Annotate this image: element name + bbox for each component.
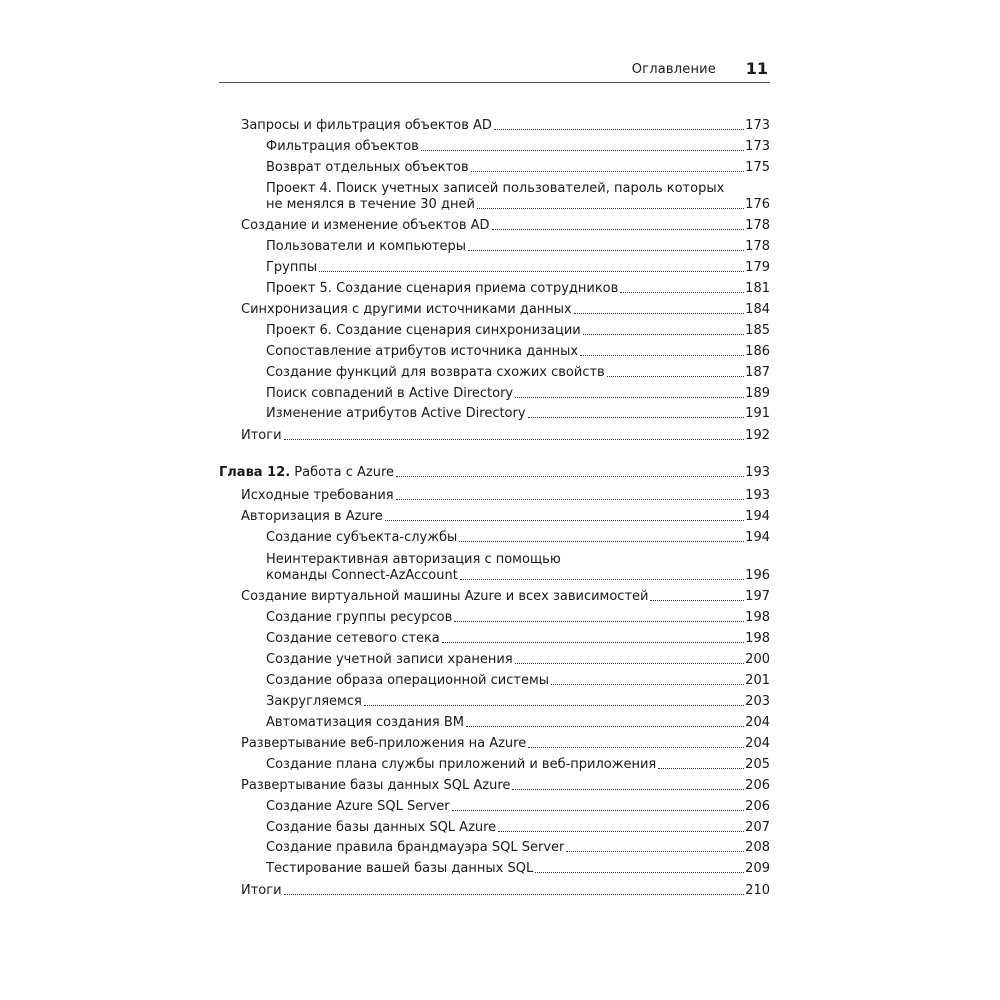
toc-entry[interactable]: [266, 181, 770, 213]
toc-entry[interactable]: [266, 673, 770, 689]
toc-entry[interactable]: [266, 530, 770, 546]
toc-entry-title: Пользователи и компьютеры: [266, 239, 467, 254]
toc-entry-page: 173: [745, 139, 770, 154]
toc-entry-title: Проект 5. Создание сценария приема сотрудников: [266, 281, 619, 296]
toc-entry-title-line: Неинтерактивная авторизация с помощью: [266, 552, 561, 567]
toc-entry[interactable]: [266, 631, 770, 647]
dot-leader: [515, 663, 744, 664]
toc-entry-title: Развертывание базы данных SQL Azure: [241, 778, 511, 793]
toc-entry-title: Группы: [266, 260, 318, 275]
toc-entry[interactable]: [266, 757, 770, 773]
toc-entry-title: Поиск совпадений в Active Directory: [266, 386, 514, 401]
toc-entry-page: 178: [745, 218, 770, 233]
toc-entry-title: Изменение атрибутов Active Directory: [266, 406, 526, 421]
toc-entry-title: Автоматизация создания ВМ: [266, 715, 465, 730]
toc-entry-title-line: Проект 4. Поиск учетных записей пользователей, пароль которых: [266, 181, 725, 196]
toc-entry-page: 204: [745, 715, 770, 730]
dot-leader: [512, 789, 744, 790]
toc-entry[interactable]: [266, 160, 770, 176]
toc-entry-title: не менялся в течение 30 дней: [266, 197, 475, 212]
toc-entry[interactable]: [266, 610, 770, 626]
toc-entry-page: 178: [745, 239, 770, 254]
dot-leader: [421, 150, 744, 151]
toc-entry-page: 203: [745, 694, 770, 709]
dot-leader: [650, 600, 744, 601]
toc-entry-title: Создание правила брандмауэра SQL Server: [266, 840, 565, 855]
toc-entry-title: Закругляемся: [266, 694, 362, 709]
toc-entry-title: Создание Azure SQL Server: [266, 799, 450, 814]
dot-leader: [460, 579, 744, 580]
dot-leader: [566, 851, 744, 852]
dot-leader: [454, 621, 744, 622]
toc-entry-title: Развертывание веб-приложения на Azure: [241, 736, 527, 751]
dot-leader: [607, 376, 744, 377]
toc-entry-title: Создание субъекта-службы: [266, 530, 458, 545]
toc-entry-page: 181: [745, 281, 770, 296]
toc-entry[interactable]: [266, 365, 770, 381]
toc-entry-page: 173: [745, 118, 770, 133]
toc-entry-page: 197: [745, 589, 770, 604]
header-page-number: 11: [745, 59, 768, 78]
toc-entry-page: 201: [745, 673, 770, 688]
toc-entry[interactable]: [266, 820, 770, 836]
toc-entry-page: 186: [745, 344, 770, 359]
toc-entry-title: Сопоставление атрибутов источника данных: [266, 344, 579, 359]
toc-entry-title: Синхронизация с другими источниками данных: [241, 302, 572, 317]
dot-leader: [442, 642, 744, 643]
toc-entry-page: 198: [745, 631, 770, 646]
dot-leader: [515, 397, 744, 398]
toc-entry-page: 210: [745, 883, 770, 898]
toc-entry-page: 207: [745, 820, 770, 835]
dot-leader: [498, 831, 744, 832]
toc-entry[interactable]: [241, 736, 770, 752]
toc-entry-title: Создание и изменение объектов AD: [241, 218, 490, 233]
dot-leader: [574, 313, 744, 314]
toc-entry-title: Создание плана службы приложений и веб-приложения: [266, 757, 657, 772]
toc-entry[interactable]: [266, 861, 770, 877]
dot-leader: [583, 334, 744, 335]
toc-entry-page: 185: [745, 323, 770, 338]
toc-chapter-entry[interactable]: [219, 465, 770, 481]
toc-entry-title: Создание образа операционной системы: [266, 673, 550, 688]
toc-entry-title: Создание учетной записи хранения: [266, 652, 513, 667]
toc-entry-title: Итоги: [241, 883, 282, 898]
toc-entry[interactable]: [241, 302, 770, 318]
toc-entry[interactable]: [266, 799, 770, 815]
toc-entry[interactable]: [241, 218, 770, 234]
toc-entry[interactable]: [241, 118, 770, 134]
dot-leader: [396, 499, 745, 500]
dot-leader: [528, 417, 745, 418]
dot-leader: [459, 541, 744, 542]
toc-entry[interactable]: [266, 344, 770, 360]
dot-leader: [364, 705, 744, 706]
toc-entry-page: 206: [745, 778, 770, 793]
toc-entry-title: Создание сетевого стека: [266, 631, 440, 646]
toc-entry[interactable]: [241, 488, 770, 504]
toc-entry[interactable]: [266, 694, 770, 710]
toc-entry[interactable]: [266, 260, 770, 276]
dot-leader: [284, 894, 745, 895]
toc-entry-title: Тестирование вашей базы данных SQL: [266, 861, 534, 876]
toc-entry-page: 193: [745, 488, 770, 503]
dot-leader: [468, 250, 744, 251]
toc-entry-page: 184: [745, 302, 770, 317]
toc-entry-page: 196: [745, 568, 770, 583]
toc-entry-title: Создание виртуальной машины Azure и всех зависимостей: [241, 589, 649, 604]
dot-leader: [385, 520, 744, 521]
dot-leader: [535, 872, 744, 873]
toc-entry[interactable]: [241, 778, 770, 794]
toc-entry[interactable]: [266, 406, 770, 422]
dot-leader: [658, 768, 744, 769]
toc-entry-page: 204: [745, 736, 770, 751]
dot-leader: [494, 129, 744, 130]
toc-entry-page: 192: [745, 428, 770, 443]
toc-entry-title: Создание функций для возврата схожих свойств: [266, 365, 605, 380]
toc-entry-title: Итоги: [241, 428, 282, 443]
toc-entry[interactable]: [266, 840, 770, 856]
dot-leader: [620, 292, 744, 293]
toc-entry[interactable]: [241, 589, 770, 605]
toc-entry[interactable]: [266, 715, 770, 731]
toc-entry-page: 208: [745, 840, 770, 855]
toc-entry-title: Создание группы ресурсов: [266, 610, 453, 625]
dot-leader: [396, 476, 744, 477]
toc-entry[interactable]: [241, 883, 770, 899]
dot-leader: [477, 208, 744, 209]
toc-entry-page: 193: [745, 465, 770, 480]
dot-leader: [471, 171, 745, 172]
toc-entry-page: 194: [745, 530, 770, 545]
toc-entry[interactable]: [266, 239, 770, 255]
dot-leader: [580, 355, 744, 356]
toc-entry-title: команды Connect-AzAccount: [266, 568, 458, 583]
toc-entry[interactable]: [266, 652, 770, 668]
toc-entry-title: Запросы и фильтрация объектов AD: [241, 118, 492, 133]
toc-entry[interactable]: [266, 281, 770, 297]
toc-entry[interactable]: [241, 509, 770, 525]
toc-entry-page: 194: [745, 509, 770, 524]
toc-entry-page: 206: [745, 799, 770, 814]
toc-entry-page: 187: [745, 365, 770, 380]
toc-entry-title: Фильтрация объектов: [266, 139, 419, 154]
toc-entry-title: Исходные требования: [241, 488, 394, 503]
toc-entry-title: Работа с Azure: [294, 465, 395, 480]
toc-entry-page: 200: [745, 652, 770, 667]
toc-entry[interactable]: [266, 323, 770, 339]
toc-entry-title: Авторизация в Azure: [241, 509, 383, 524]
toc-entry[interactable]: [241, 428, 770, 444]
toc-entry[interactable]: [266, 552, 770, 584]
toc-entry-page: 205: [745, 757, 770, 772]
dot-leader: [466, 726, 744, 727]
toc-entry-page: 191: [745, 406, 770, 421]
toc-entry-title: Создание базы данных SQL Azure: [266, 820, 497, 835]
toc-entry-page: 209: [745, 861, 770, 876]
toc-entry-page: 175: [745, 160, 770, 175]
header-title: Оглавление: [631, 62, 716, 77]
toc-entry-page: 198: [745, 610, 770, 625]
dot-leader: [492, 229, 745, 230]
toc-entry-page: 179: [745, 260, 770, 275]
toc-entry-title: Проект 6. Создание сценария синхронизации: [266, 323, 581, 338]
toc-entry[interactable]: [266, 386, 770, 402]
toc-entry-page: 189: [745, 386, 770, 401]
chapter-label: Глава 12.: [219, 465, 291, 480]
toc-entry-page: 176: [745, 197, 770, 212]
dot-leader: [319, 271, 744, 272]
toc-entry-title: Возврат отдельных объектов: [266, 160, 469, 175]
toc-entry[interactable]: [266, 139, 770, 155]
dot-leader: [528, 747, 744, 748]
dot-leader: [551, 684, 744, 685]
dot-leader: [452, 810, 745, 811]
dot-leader: [284, 439, 745, 440]
